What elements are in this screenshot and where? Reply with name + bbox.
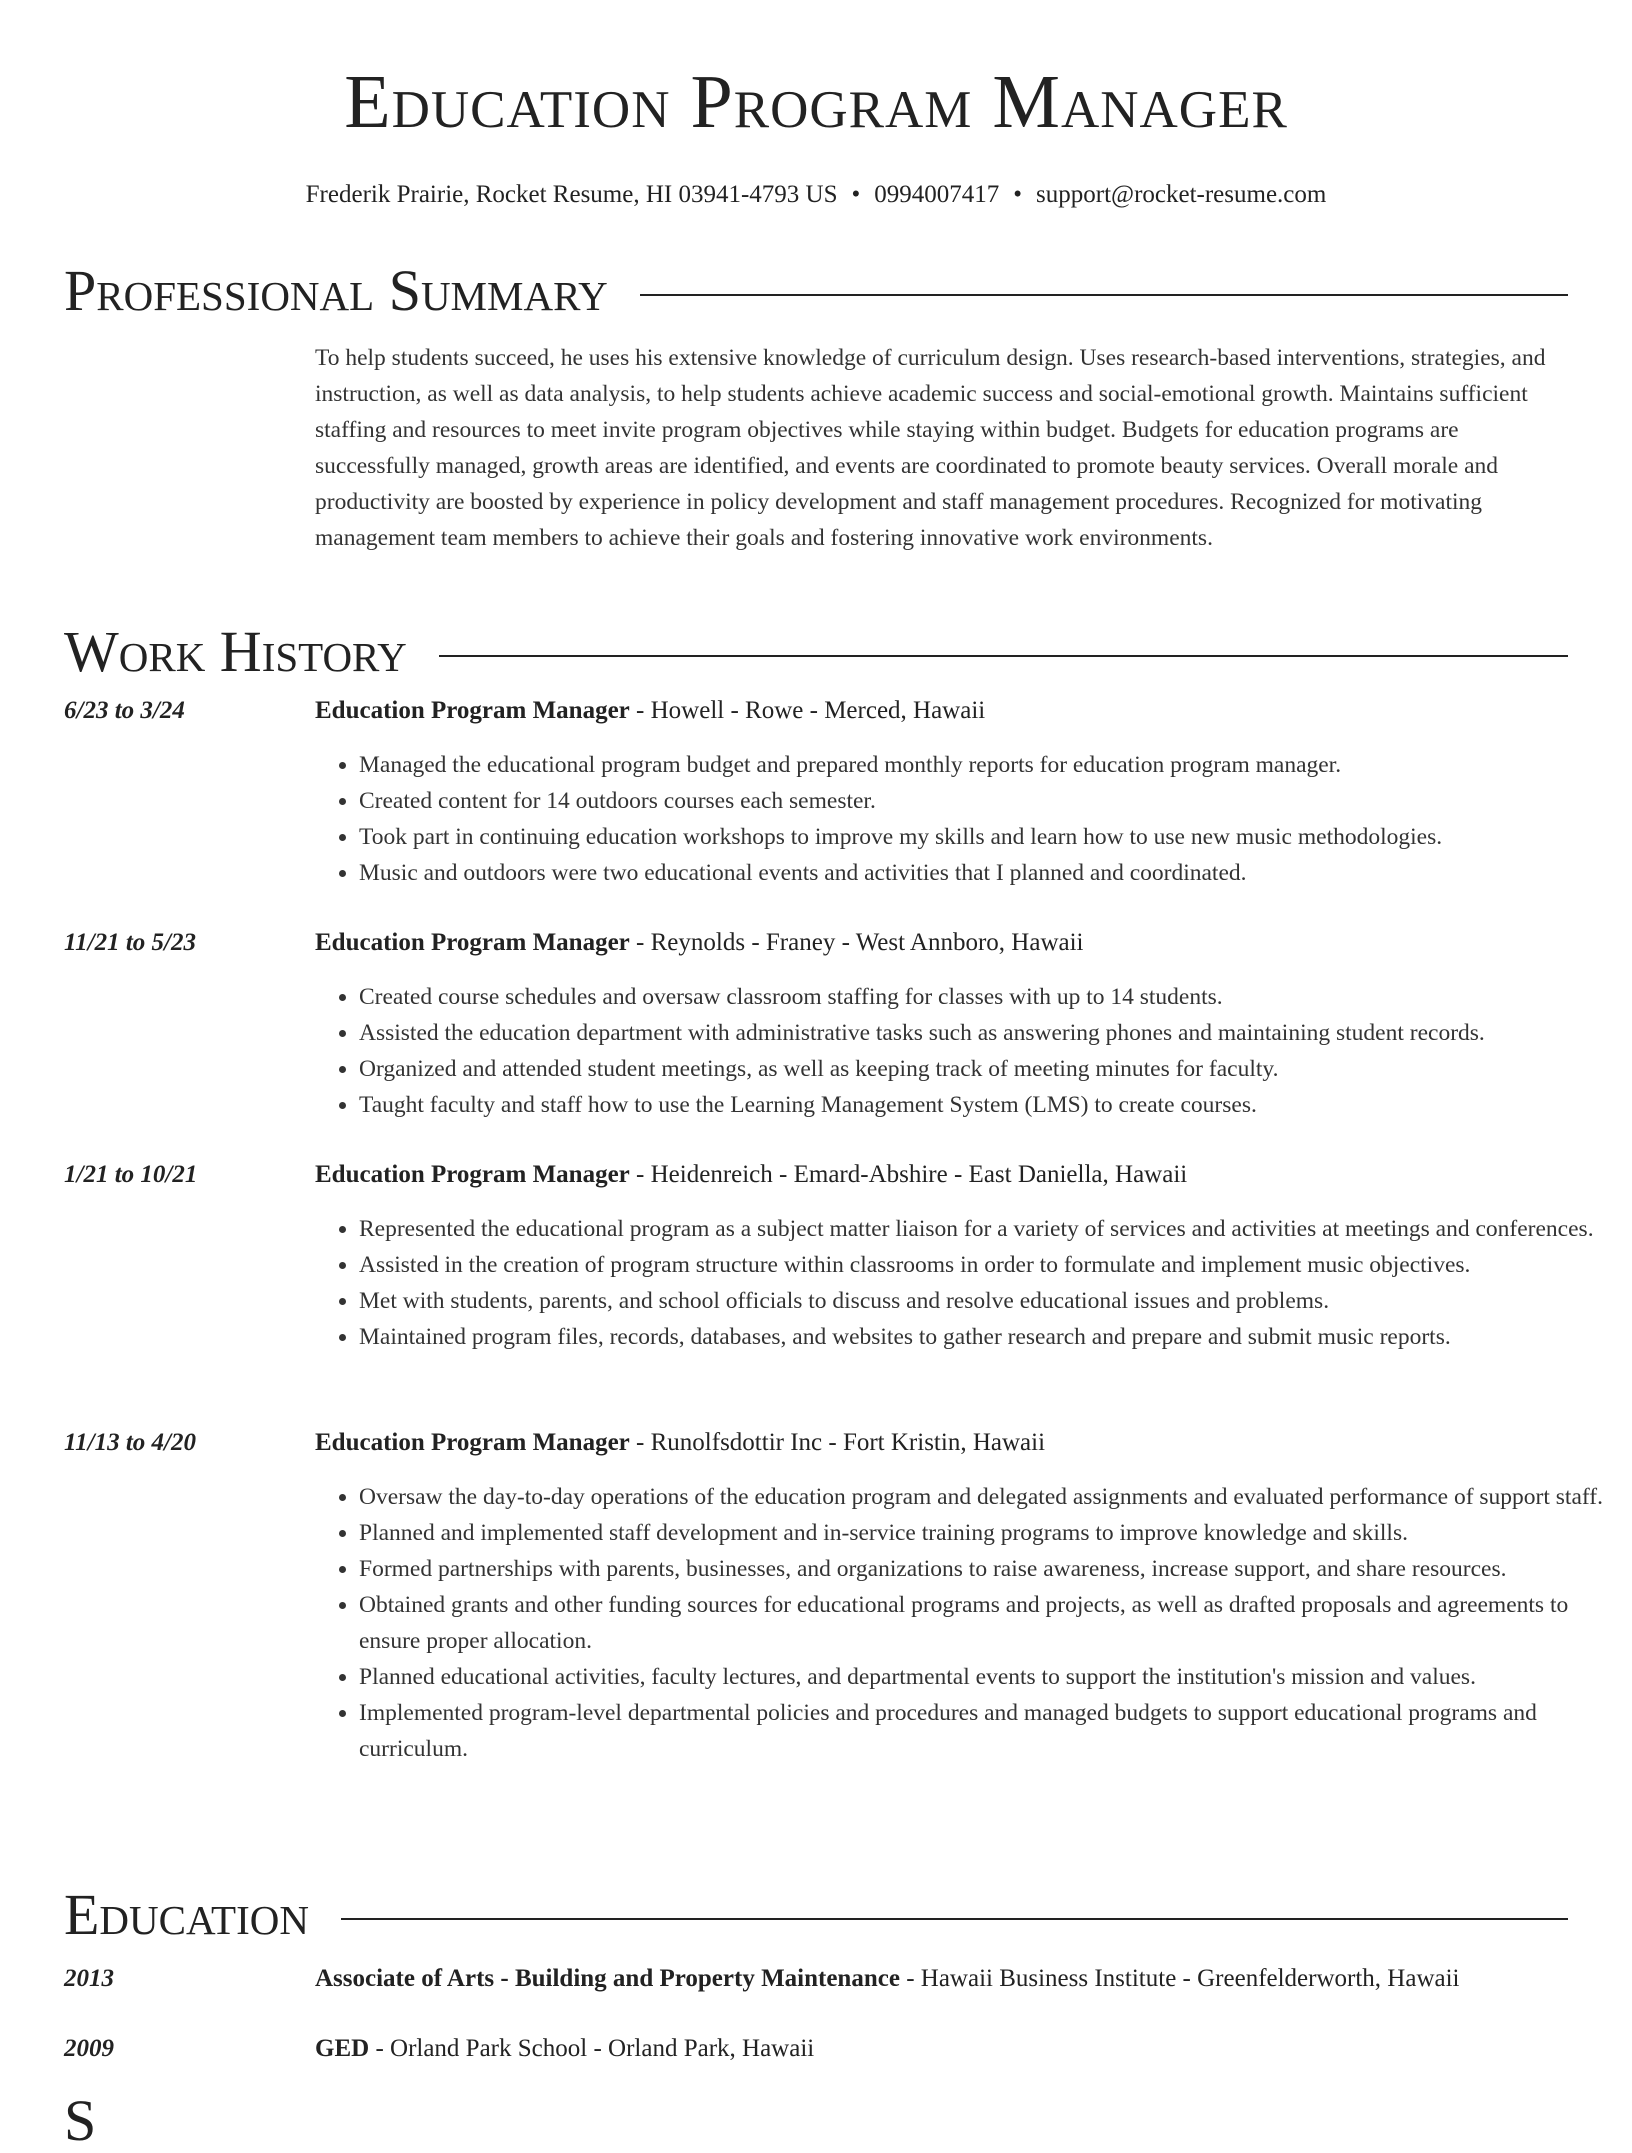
summary-text: To help students succeed, he uses his extensive knowledge of curriculum design. Uses research-based interventions, strategies, and instruction, as well as data analysis, to help students achieve academic success and social-emotional growth. Maintains sufficient staffing and resources to meet invite program objectives while staying within budget. Budgets for education programs are successfully managed, growth areas are identified, and events are coordinated to promote beauty services. Overall morale and productivity are boosted by experience in policy development and staff management procedures. Recognized for motivating management team members to achieve their goals and fostering innovative work environments. — [315, 345, 1546, 551]
contact-separator: • — [851, 181, 861, 208]
job-date: 6/23 to 3/24 — [64, 697, 185, 724]
job-heading — [315, 925, 1568, 961]
job-bullets — [315, 1211, 1612, 1355]
contact-separator: • — [1013, 181, 1023, 208]
job-bullets — [315, 1479, 1612, 1767]
job-bullet: • Planned educational activities, faculty lectures, and departmental events to support the institution's mission and values. — [359, 1659, 1612, 1695]
job-bullet: • Organized and attended student meetings, as well as keeping track of meeting minutes for faculty. — [359, 1051, 1612, 1087]
job-employer: - Howell - Rowe - Merced, Hawaii — [629, 697, 986, 724]
education-heading-line — [315, 1961, 1568, 1997]
next-section-heading-fragment: S — [64, 2088, 97, 2153]
job-bullet: • Maintained program files, records, databases, and websites to gather research and prepare and submit music reports. — [359, 1319, 1612, 1355]
job-bullet: • Met with students, parents, and school officials to discuss and resolve educational issues and problems. — [359, 1283, 1612, 1319]
job-employer: - Heidenreich - Emard-Abshire - East Daniella, Hawaii — [629, 1161, 1188, 1188]
job-bullet: • Formed partnerships with parents, businesses, and organizations to raise awareness, increase support, and share resources. — [359, 1551, 1612, 1587]
education-degree: GED — [315, 2035, 370, 2062]
job-title: Education Program Manager — [315, 1429, 630, 1456]
section-divider — [341, 1918, 1568, 1920]
resume-page — [64, 0, 1603, 2153]
job-title: Education Program Manager — [315, 1161, 630, 1188]
summary-section-header — [64, 258, 1568, 323]
job-bullet: • Obtained grants and other funding sources for educational programs and projects, as well as drafted proposals and agreements to ensure proper allocation. — [359, 1587, 1612, 1659]
job-heading — [315, 693, 1568, 729]
education-school: - Hawaii Business Institute - Greenfelderworth, Hawaii — [899, 1965, 1460, 1992]
education-school: - Orland Park School - Orland Park, Hawaii — [369, 2035, 815, 2062]
job-heading — [315, 1157, 1568, 1193]
resume-title: Education Program Manager — [344, 60, 1288, 144]
contact-line — [64, 182, 1568, 207]
contact-phone: 0994007417 — [874, 181, 1000, 208]
job-bullet: • Implemented program-level departmental policies and procedures and managed budgets to support educational programs and curriculum. — [359, 1695, 1612, 1767]
education-date: 2013 — [64, 1965, 114, 1992]
education-heading-line — [315, 2031, 1568, 2067]
job-bullet: • Music and outdoors were two educational events and activities that I planned and coordinated. — [359, 855, 1612, 891]
job-bullet: • Represented the educational program as a subject matter liaison for a variety of services and activities at meetings and conferences. — [359, 1211, 1612, 1247]
job-bullet: • Created course schedules and oversaw classroom staffing for classes with up to 14 students. — [359, 979, 1612, 1015]
work-section-header — [64, 619, 1568, 684]
job-bullet: • Created content for 14 outdoors courses each semester. — [359, 783, 1612, 819]
job-bullets — [315, 979, 1612, 1123]
section-divider — [640, 294, 1568, 296]
section-divider — [439, 655, 1568, 657]
job-date: 1/21 to 10/21 — [64, 1161, 198, 1188]
education-degree: Associate of Arts - Building and Property Maintenance — [315, 1965, 900, 1992]
job-title: Education Program Manager — [315, 929, 630, 956]
job-bullet: • Assisted the education department with administrative tasks such as answering phones and maintaining student records. — [359, 1015, 1612, 1051]
contact-email: support@rocket-resume.com — [1036, 181, 1327, 208]
job-heading — [315, 1425, 1568, 1461]
work-heading: Work History — [64, 619, 407, 684]
job-bullet: • Took part in continuing education workshops to improve my skills and learn how to use new music methodologies. — [359, 819, 1612, 855]
job-title: Education Program Manager — [315, 697, 630, 724]
education-heading: Education — [64, 1882, 309, 1947]
job-bullet: • Assisted in the creation of program structure within classrooms in order to formulate and implement music objectives. — [359, 1247, 1612, 1283]
education-date: 2009 — [64, 2035, 114, 2062]
job-bullet: • Taught faculty and staff how to use the Learning Management System (LMS) to create courses. — [359, 1087, 1612, 1123]
job-employer: - Reynolds - Franey - West Annboro, Hawaii — [629, 929, 1084, 956]
education-section-header — [64, 1882, 1568, 1947]
job-bullet: • Oversaw the day-to-day operations of the education program and delegated assignments and evaluated performance of support staff. — [359, 1479, 1612, 1515]
job-date: 11/13 to 4/20 — [64, 1429, 196, 1456]
job-bullet: • Planned and implemented staff development and in-service training programs to improve knowledge and skills. — [359, 1515, 1612, 1551]
job-bullets — [315, 747, 1612, 891]
summary-heading: Professional Summary — [64, 258, 608, 323]
job-date: 11/21 to 5/23 — [64, 929, 196, 956]
job-employer: - Runolfsdottir Inc - Fort Kristin, Hawaii — [629, 1429, 1046, 1456]
job-bullet: • Managed the educational program budget and prepared monthly reports for education program manager. — [359, 747, 1612, 783]
contact-address: Frederik Prairie, Rocket Resume, HI 03941-4793 US — [305, 181, 838, 208]
